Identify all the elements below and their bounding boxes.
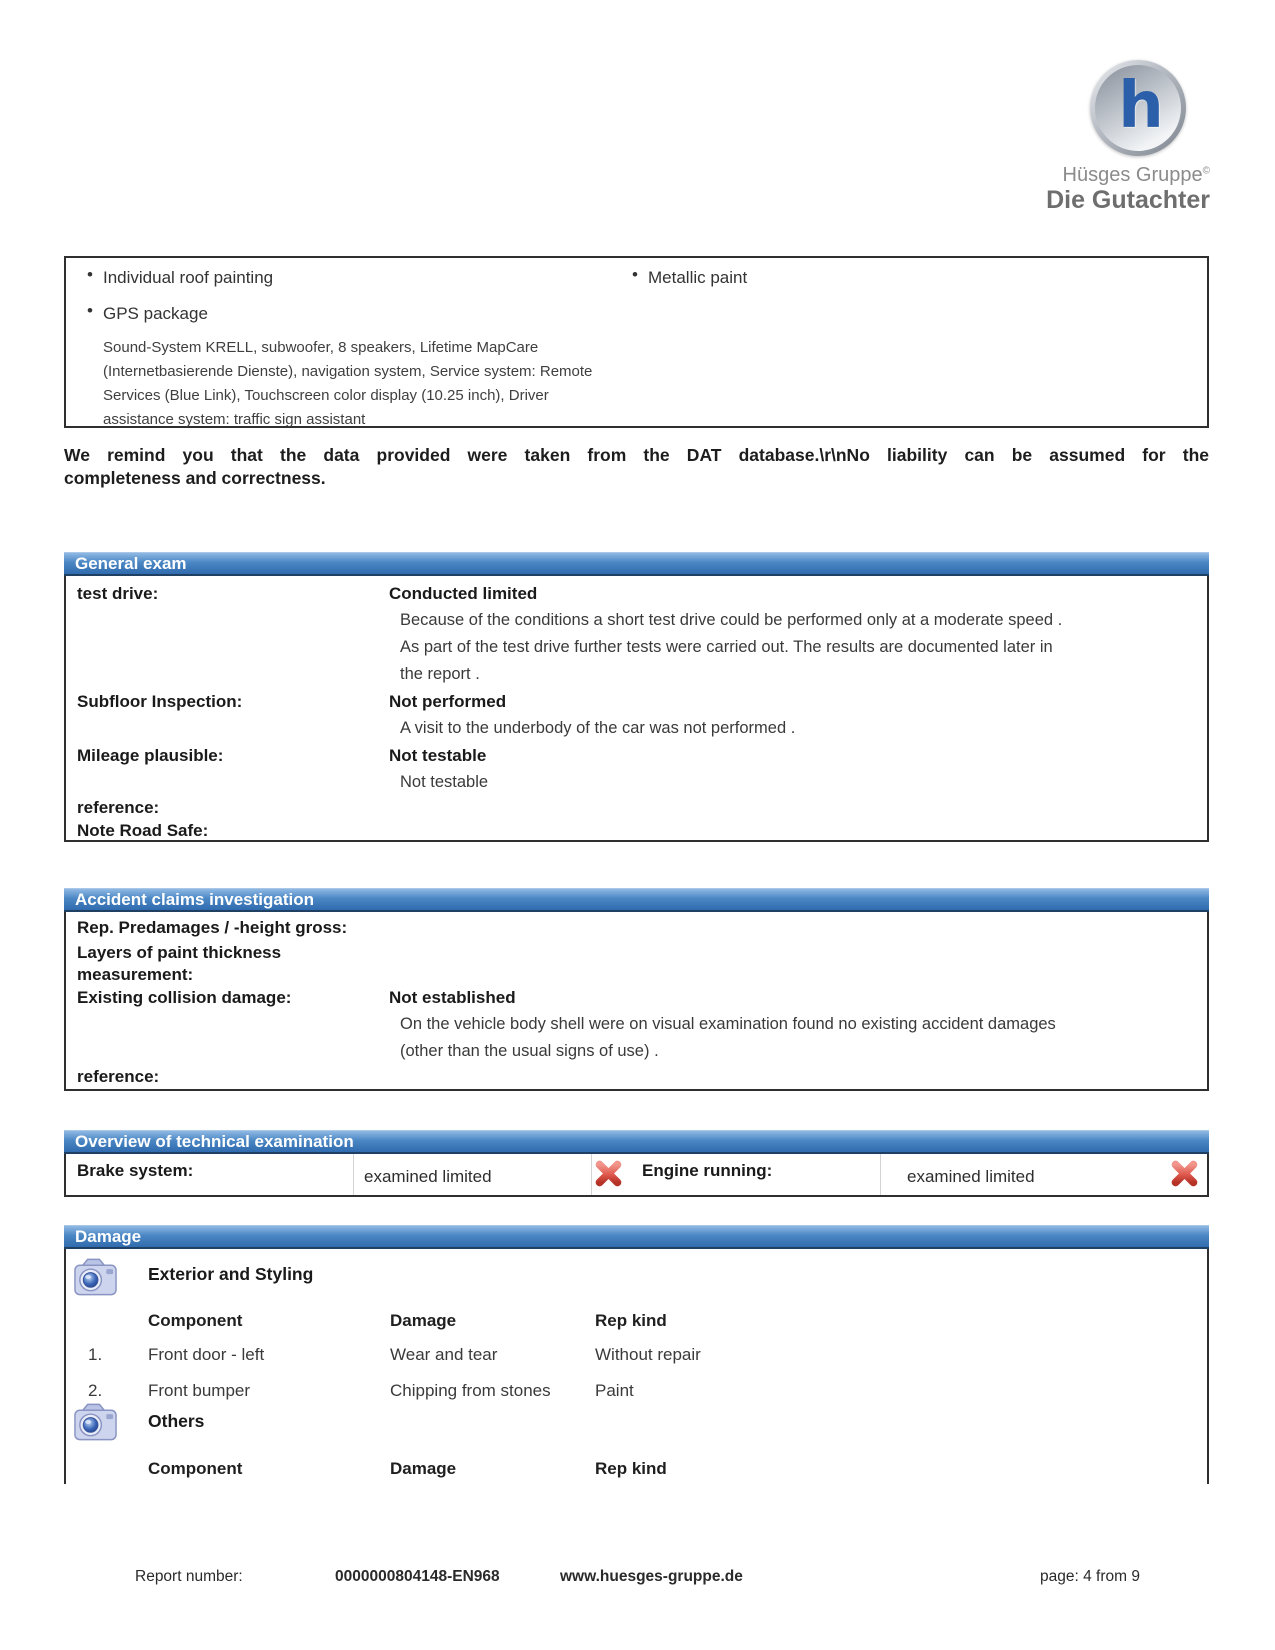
damage-row-rep-kind: Without repair xyxy=(595,1345,701,1364)
equipment-detail-line: Services (Blue Link), Touchscreen color display (10.25 inch), Driver xyxy=(103,387,549,404)
cell-divider xyxy=(880,1154,881,1195)
row-detail: On the vehicle body shell were on visual examination found no existing accident damages xyxy=(400,1015,1056,1033)
section-general-exam xyxy=(64,552,1209,842)
exam-row-test-drive xyxy=(66,580,1207,607)
equipment-detail-line: (Internetbasierende Dienste), navigation system, Service system: Remote xyxy=(103,363,593,380)
section-technical-overview xyxy=(64,1130,1209,1197)
accident-row-predamages xyxy=(66,916,1207,940)
section-body-accident-claims xyxy=(64,912,1209,1091)
equipment-box xyxy=(64,256,1209,428)
section-header-damage: Damage xyxy=(64,1225,1209,1249)
row-label: reference: xyxy=(77,798,160,817)
page-footer xyxy=(0,1568,1275,1590)
row-detail: (other than the usual signs of use) . xyxy=(400,1042,659,1060)
row-label: Subfloor Inspection: xyxy=(77,692,243,711)
reminder-line: We remind you that the data provided were taken from the DAT database.\r\nNo liability can be assumed for the xyxy=(64,445,1209,465)
logo-tagline: Die Gutachter xyxy=(1046,186,1210,214)
row-label: reference: xyxy=(77,1067,160,1086)
overview-value-brake-system: examined limited xyxy=(364,1167,492,1186)
damage-col-header-damage: Damage xyxy=(390,1459,457,1478)
exam-row-subfloor-inspection xyxy=(66,688,1207,715)
damage-row-rep-kind: Paint xyxy=(595,1381,634,1400)
row-value: Conducted limited xyxy=(389,584,538,603)
equipment-item-details xyxy=(103,336,592,432)
damage-row-component: Front door - left xyxy=(148,1345,265,1364)
damage-row-number: 1. xyxy=(88,1345,103,1364)
damage-row-damage: Chipping from stones xyxy=(390,1381,551,1400)
row-label: Existing collision damage: xyxy=(77,988,292,1007)
row-detail: Not testable xyxy=(400,773,489,791)
damage-col-header-rep-kind: Rep kind xyxy=(595,1311,667,1330)
damage-row-component: Front bumper xyxy=(148,1381,251,1400)
cell-divider xyxy=(353,1154,354,1195)
equipment-item-roof-painting xyxy=(103,268,273,288)
report-number-value: 0000000804148-EN968 xyxy=(335,1568,500,1585)
equipment-item-metallic-paint xyxy=(648,268,747,288)
section-header-accident-claims: Accident claims investigation xyxy=(64,888,1209,912)
cell-divider xyxy=(591,1154,592,1195)
section-accident-claims xyxy=(64,888,1209,1091)
accident-row-paint-thickness: Layers of paint thickness measurement: xyxy=(77,943,282,984)
logo-registered-mark: © xyxy=(1202,165,1210,177)
equipment-item-label: GPS package xyxy=(103,304,208,323)
fail-x-icon xyxy=(1170,1159,1199,1188)
section-damage xyxy=(64,1225,1209,1484)
exam-row-reference xyxy=(66,796,1207,819)
equipment-detail-line: Sound-System KRELL, subwoofer, 8 speakers, Lifetime MapCare xyxy=(103,339,539,356)
footer-website: www.huesges-gruppe.de xyxy=(560,1568,743,1585)
logo-badge-icon xyxy=(1090,60,1186,156)
section-body-damage xyxy=(64,1249,1209,1484)
section-header-technical-overview: Overview of technical examination xyxy=(64,1130,1209,1154)
reminder-note xyxy=(64,444,1209,490)
report-number-label: Report number: xyxy=(135,1568,243,1585)
overview-label-brake-system: Brake system: xyxy=(77,1161,194,1180)
camera-icon xyxy=(73,1401,118,1443)
logo-monogram: h xyxy=(1118,69,1164,143)
row-value: Not established xyxy=(389,988,516,1007)
damage-group-name: Exterior and Styling xyxy=(148,1264,314,1284)
camera-icon xyxy=(73,1256,118,1298)
row-detail: Because of the conditions a short test drive could be performed only at a moderate speed . xyxy=(400,611,1063,629)
equipment-detail-line: assistance system: traffic sign assistant xyxy=(103,411,366,428)
damage-col-header-component: Component xyxy=(148,1459,243,1478)
section-body-technical-overview xyxy=(64,1154,1209,1197)
row-label: Mileage plausible: xyxy=(77,746,224,765)
damage-col-header-component: Component xyxy=(148,1311,243,1330)
accident-row-reference xyxy=(66,1065,1207,1088)
equipment-item-label: Metallic paint xyxy=(648,268,748,287)
row-detail: A visit to the underbody of the car was not performed . xyxy=(400,719,796,737)
damage-col-header-rep-kind: Rep kind xyxy=(595,1459,667,1478)
row-label: test drive: xyxy=(77,584,159,603)
row-label: Rep. Predamages / -height gross: xyxy=(77,918,348,937)
damage-group-name: Others xyxy=(148,1411,205,1431)
exam-row-mileage-plausible xyxy=(66,742,1207,769)
row-label: Note Road Safe: xyxy=(77,821,209,840)
section-header-general-exam: General exam xyxy=(64,552,1209,576)
footer-page-indicator: page: 4 from 9 xyxy=(1040,1568,1140,1585)
section-body-general-exam xyxy=(64,576,1209,842)
logo-company-text: Hüsges Gruppe xyxy=(1062,164,1203,186)
equipment-item-label: Individual roof painting xyxy=(103,268,274,287)
row-detail: the report . xyxy=(400,665,480,683)
exam-row-note-road-safe xyxy=(66,819,1207,842)
row-value: Not testable xyxy=(389,746,487,765)
damage-row-number: 2. xyxy=(88,1381,103,1400)
overview-value-engine-running: examined limited xyxy=(907,1167,1035,1186)
overview-label-engine-running: Engine running: xyxy=(642,1161,773,1180)
logo-badge-inner xyxy=(1095,65,1181,151)
damage-row-damage: Wear and tear xyxy=(390,1345,498,1364)
accident-row-collision-damage xyxy=(66,984,1207,1011)
row-value: Not performed xyxy=(389,692,507,711)
fail-x-icon xyxy=(594,1159,623,1188)
logo-company-name xyxy=(1010,164,1210,187)
row-detail: As part of the test drive further tests were carried out. The results are documented later in xyxy=(400,638,1053,656)
reminder-line: completeness and correctness. xyxy=(64,468,326,488)
equipment-item-gps-package xyxy=(103,304,208,324)
damage-col-header-damage: Damage xyxy=(390,1311,457,1330)
